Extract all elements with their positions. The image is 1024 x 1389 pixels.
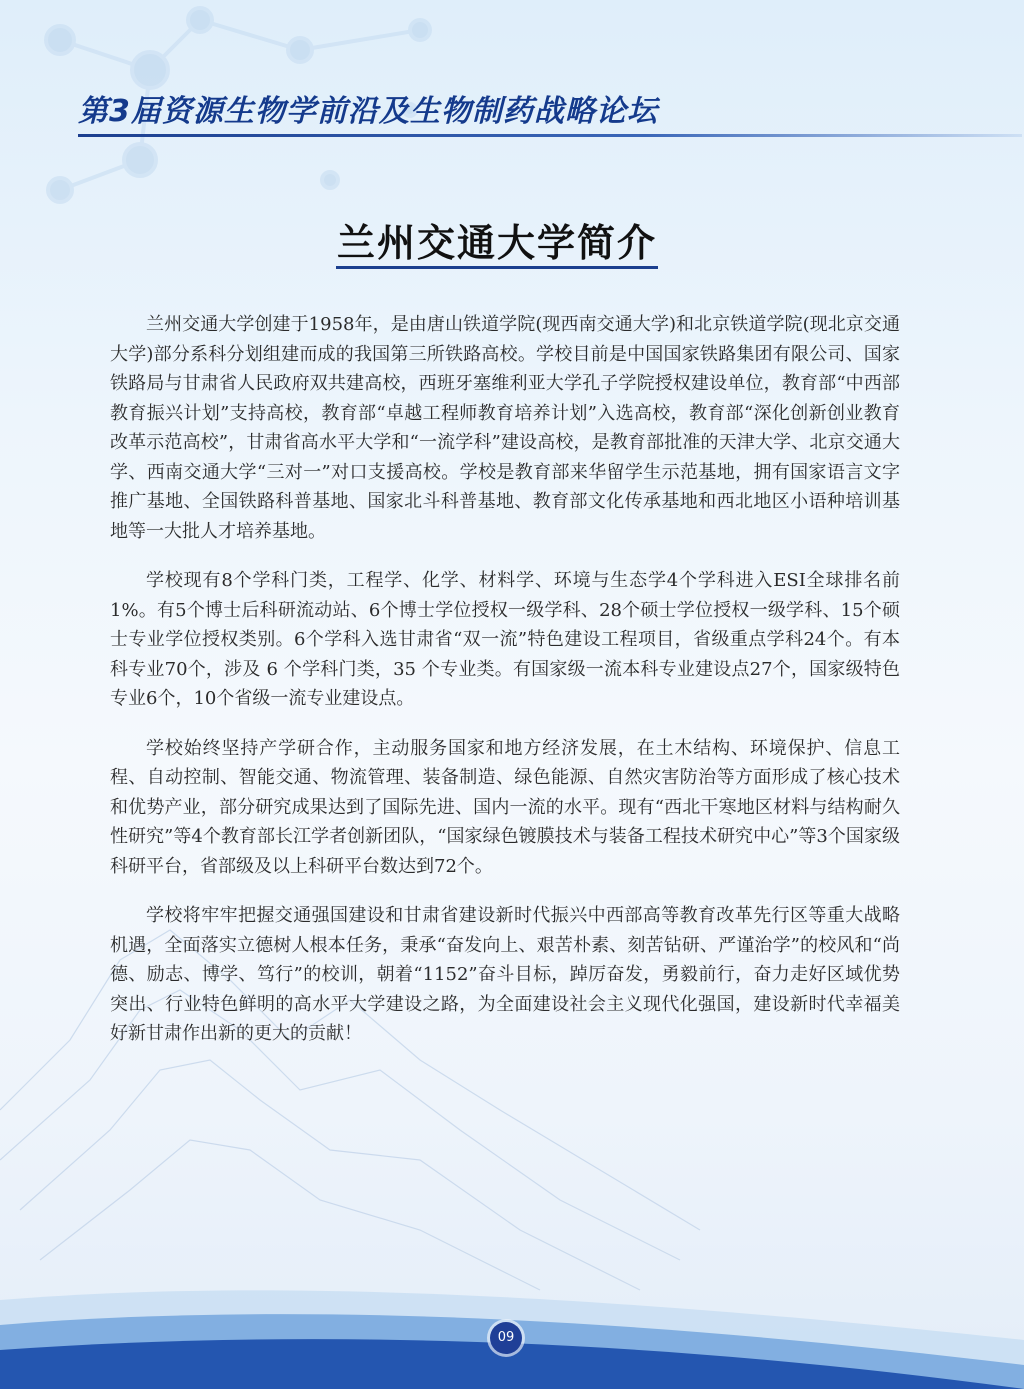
article-body [110, 310, 900, 1069]
title-underline [336, 266, 658, 269]
forum-header-title: 第3届资源生物学前沿及生物制药战略论坛 [78, 94, 658, 129]
paragraph-3: 学校始终坚持产学研合作，主动服务国家和地方经济发展，在土木结构、环境保护、信息工程、自动控制、智能交通、物流管理、装备制造、绿色能源、自然灾害防治等方面形成了核心技术和优势产业，部分研究成果达到了国际先进、国内一流的水平。现有“西北干寒地区材料与结构耐久性研究”等4个教育部长江学者创新团队，“国家绿色镀膜技术与装备工程技术研究中心”等3个国家级科研平台，省部级及以上科研平台数达到72个。 [110, 737, 900, 877]
paragraph-4: 学校将牢牢把握交通强国建设和甘肃省建设新时代振兴中西部高等教育改革先行区等重大战略机遇，全面落实立德树人根本任务，秉承“奋发向上、艰苦朴素、刻苦钻研、严谨治学”的校风和“尚德、励志、博学、笃行”的校训，朝着“1152”奋斗目标，踔厉奋发，勇毅前行，奋力走好区域优势突出、行业特色鲜明的高水平大学建设之路，为全面建设社会主义现代化强国，建设新时代幸福美好新甘肃作出新的更大的贡献！ [110, 905, 900, 1044]
page-title: 兰州交通大学简介 [336, 221, 657, 265]
paragraph-1: 兰州交通大学创建于1958年，是由唐山铁道学院(现西南交通大学)和北京铁道学院(现北京交通大学)部分系科分划组建而成的我国第三所铁路高校。学校目前是中国国家铁路集团有限公司、国家铁路局与甘肃省人民政府双共建高校，西班牙塞维利亚大学孔子学院授权建设单位，教育部“中西部教育振兴计划”支持高校，教育部“卓越工程师教育培养计划”入选高校，教育部“深化创新创业教育改革示范高校”，甘肃省高水平大学和“一流学科”建设高校，是教育部批准的天津大学、北京交通大学、西南交通大学“三对一”对口支援高校。学校是教育部来华留学生示范基地，拥有国家语言文字推广基地、全国铁路科普基地、国家北斗科普基地、教育部文化传承基地和西北地区小语种培训基地等一大批人才培养基地。 [110, 314, 900, 542]
page-number-badge: 09 [490, 1322, 522, 1354]
header-divider [78, 134, 1022, 137]
paragraph-2: 学校现有8个学科门类，工程学、化学、材料学、环境与生态学4个学科进入ESI全球排名前1%。有5个博士后科研流动站、6个博士学位授权一级学科、28个硕士学位授权一级学科、15个硕士专业学位授权类别。6个学科入选甘肃省“双一流”特色建设工程项目，省级重点学科24个。有本科专业70个，涉及 6 个学科门类，35 个专业类。有国家级一流本科专业建设点27个，国家级特色专业6个，10个省级一流专业建设点。 [110, 570, 900, 709]
